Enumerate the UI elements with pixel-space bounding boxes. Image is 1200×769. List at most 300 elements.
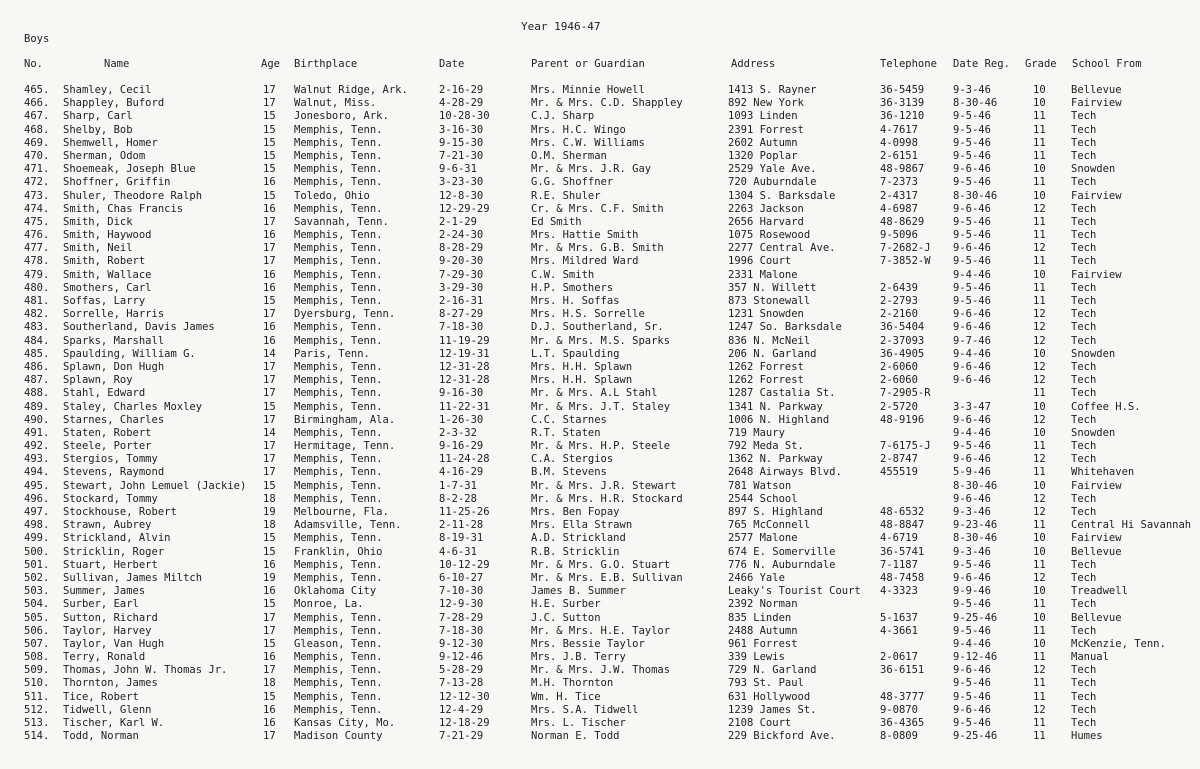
cell-no: 497.: [24, 506, 50, 518]
cell-address: Leaky's Tourist Court: [728, 585, 861, 598]
cell-address: 2544 School: [728, 492, 798, 505]
cell-school-from: Tech: [1071, 255, 1097, 268]
cell-age: 15: [263, 479, 276, 492]
cell-address: 765 McConnell: [728, 519, 811, 532]
cell-birthplace: Memphis, Tenn.: [294, 624, 383, 637]
cell-grade: 11: [1033, 110, 1046, 123]
cell-grade: 12: [1033, 664, 1046, 677]
cell-address: 2466 Yale: [728, 571, 785, 584]
cell-telephone: 48-9867: [880, 163, 925, 176]
cell-telephone: 4-3661: [880, 624, 918, 637]
cell-birthplace: Melbourne, Fla.: [294, 506, 389, 518]
cell-age: 15: [263, 532, 276, 545]
cell-school-from: Bellevue: [1071, 545, 1122, 558]
table-row: [0, 664, 1200, 677]
cell-parent: B.M. Stevens: [531, 466, 607, 479]
header-name: Name: [104, 58, 130, 70]
cell-date: 11-24-28: [439, 453, 490, 466]
header-telephone: Telephone: [880, 58, 937, 70]
student-rows: [0, 84, 1200, 743]
cell-parent: Mr. & Mrs. J.T. Staley: [531, 400, 671, 413]
cell-age: 16: [263, 651, 276, 664]
cell-date: 12-31-28: [439, 374, 490, 387]
table-row: [0, 163, 1200, 176]
cell-date-reg: 9-3-46: [953, 84, 991, 96]
cell-birthplace: Memphis, Tenn.: [294, 426, 383, 439]
cell-address: 631 Hollywood: [728, 690, 811, 703]
header-date-reg: Date Reg.: [953, 58, 1010, 70]
cell-date: 12-18-29: [439, 717, 490, 729]
cell-name: Smith, Dick: [63, 215, 133, 228]
cell-parent: Mrs. Hattie Smith: [531, 229, 639, 242]
cell-date: 2-16-31: [439, 295, 484, 307]
cell-name: Steele, Porter: [63, 440, 152, 453]
cell-telephone: 36-1210: [880, 110, 925, 123]
page-title: Year 1946-47: [521, 20, 601, 33]
cell-grade: 11: [1033, 123, 1046, 136]
cell-name: Shoffner, Griffin: [63, 176, 171, 189]
cell-school-from: Tech: [1071, 558, 1097, 571]
cell-grade: 11: [1033, 651, 1046, 664]
cell-name: Stricklin, Roger: [63, 545, 165, 558]
cell-no: 512.: [24, 703, 50, 716]
table-row: [0, 203, 1200, 216]
cell-name: Smith, Chas Francis: [63, 202, 184, 215]
cell-parent: Norman E. Todd: [531, 730, 620, 743]
cell-parent: J.C. Sutton: [531, 611, 601, 624]
cell-parent: Mrs. Ben Fopay: [531, 506, 620, 518]
cell-grade: 10: [1033, 479, 1046, 492]
cell-school-from: Bellevue: [1071, 84, 1122, 96]
cell-date-reg: 9-4-46: [953, 268, 991, 281]
table-row: [0, 255, 1200, 268]
cell-date-reg: 9-3-46: [953, 506, 991, 518]
header-grade: Grade: [1025, 58, 1057, 70]
cell-no: 466.: [24, 97, 50, 110]
cell-no: 492.: [24, 440, 50, 453]
cell-date-reg: 9-5-46: [953, 136, 991, 149]
table-row: [0, 638, 1200, 651]
cell-telephone: 48-7458: [880, 571, 925, 584]
cell-school-from: McKenzie, Tenn.: [1071, 637, 1166, 650]
cell-name: Starnes, Charles: [63, 413, 165, 426]
cell-address: 1006 N. Highland: [728, 413, 830, 426]
cell-parent: Wm. H. Tice: [531, 690, 601, 703]
cell-grade: 11: [1033, 440, 1046, 453]
cell-date: 1-26-30: [439, 413, 484, 426]
cell-age: 15: [263, 295, 276, 307]
cell-no: 490.: [24, 413, 50, 426]
cell-school-from: Tech: [1071, 374, 1097, 387]
table-row: [0, 269, 1200, 282]
cell-age: 16: [263, 558, 276, 571]
cell-address: 1287 Castalia St.: [728, 387, 836, 400]
cell-birthplace: Memphis, Tenn.: [294, 611, 383, 624]
cell-age: 17: [263, 255, 276, 268]
cell-date-reg: 8-30-46: [953, 532, 998, 545]
cell-school-from: Tech: [1071, 453, 1097, 466]
cell-age: 16: [263, 717, 276, 729]
cell-grade: 12: [1033, 453, 1046, 466]
table-row: [0, 559, 1200, 572]
cell-birthplace: Jonesboro, Ark.: [294, 110, 389, 123]
cell-name: Spaulding, William G.: [63, 347, 196, 360]
cell-date-reg: 9-3-46: [953, 545, 991, 558]
cell-address: 961 Forrest: [728, 637, 798, 650]
cell-no: 506.: [24, 624, 50, 637]
table-row: [0, 321, 1200, 334]
cell-date: 12-4-29: [439, 703, 484, 716]
cell-telephone: 2-37093: [880, 334, 925, 347]
cell-no: 502.: [24, 571, 50, 584]
cell-no: 471.: [24, 163, 50, 176]
cell-address: 2488 Autumn: [728, 624, 798, 637]
table-row: [0, 401, 1200, 414]
cell-school-from: Tech: [1071, 149, 1097, 162]
cell-name: Shamley, Cecil: [63, 84, 152, 96]
cell-date-reg: 5-9-46: [953, 466, 991, 479]
cell-date: 7-13-28: [439, 677, 484, 690]
cell-school-from: Tech: [1071, 677, 1097, 690]
cell-telephone: 7-2905-R: [880, 387, 931, 400]
cell-school-from: Tech: [1071, 123, 1097, 136]
cell-no: 511.: [24, 690, 50, 703]
cell-date-reg: 9-5-46: [953, 255, 991, 268]
cell-grade: 11: [1033, 598, 1046, 611]
table-row: [0, 176, 1200, 189]
table-row: [0, 466, 1200, 479]
cell-date: 6-10-27: [439, 571, 484, 584]
cell-telephone: 36-5741: [880, 545, 925, 558]
cell-birthplace: Memphis, Tenn.: [294, 677, 383, 690]
cell-age: 16: [263, 268, 276, 281]
cell-no: 489.: [24, 400, 50, 413]
cell-no: 494.: [24, 466, 50, 479]
table-row: [0, 124, 1200, 137]
cell-address: 793 St. Paul: [728, 677, 804, 690]
cell-birthplace: Madison County: [294, 730, 383, 743]
cell-parent: Mr. & Mrs. M.S. Sparks: [531, 334, 671, 347]
cell-date-reg: 9-5-46: [953, 677, 991, 690]
header-age: Age: [261, 58, 280, 70]
cell-address: 836 N. McNeil: [728, 334, 811, 347]
cell-parent: C.A. Stergios: [531, 453, 614, 466]
cell-no: 485.: [24, 347, 50, 360]
cell-parent: Mr. & Mrs. H.P. Steele: [531, 440, 671, 453]
cell-telephone: 2-6060: [880, 374, 918, 387]
cell-telephone: 4-3323: [880, 585, 918, 598]
cell-address: 1320 Poplar: [728, 149, 798, 162]
cell-name: Tice, Robert: [63, 690, 139, 703]
cell-date-reg: 9-5-46: [953, 176, 991, 189]
cell-grade: 10: [1033, 400, 1046, 413]
cell-school-from: Tech: [1071, 281, 1097, 294]
cell-parent: Mr. & Mrs. E.B. Sullivan: [531, 571, 683, 584]
cell-age: 17: [263, 387, 276, 400]
cell-name: Terry, Ronald: [63, 651, 146, 664]
cell-name: Smith, Robert: [63, 255, 146, 268]
cell-name: Southerland, Davis James: [63, 321, 215, 334]
cell-date-reg: 9-9-46: [953, 585, 991, 598]
cell-school-from: Fairview: [1071, 479, 1122, 492]
cell-parent: C.J. Sharp: [531, 110, 595, 123]
cell-parent: O.M. Sherman: [531, 149, 607, 162]
cell-date: 12-19-31: [439, 347, 490, 360]
cell-telephone: 4-7617: [880, 123, 918, 136]
cell-age: 16: [263, 703, 276, 716]
cell-birthplace: Memphis, Tenn.: [294, 176, 383, 189]
cell-address: 776 N. Auburndale: [728, 558, 836, 571]
cell-name: Stergios, Tommy: [63, 453, 158, 466]
cell-birthplace: Memphis, Tenn.: [294, 334, 383, 347]
cell-birthplace: Birmingham, Ala.: [294, 413, 396, 426]
cell-date-reg: 9-5-46: [953, 123, 991, 136]
cell-date-reg: 9-7-46: [953, 334, 991, 347]
cell-date: 5-28-29: [439, 664, 484, 677]
cell-birthplace: Memphis, Tenn.: [294, 664, 383, 677]
cell-no: 469.: [24, 136, 50, 149]
cell-no: 478.: [24, 255, 50, 268]
cell-no: 467.: [24, 110, 50, 123]
cell-address: 2277 Central Ave.: [728, 242, 836, 255]
header-birthplace: Birthplace: [294, 58, 358, 70]
cell-date-reg: 9-5-46: [953, 215, 991, 228]
cell-parent: H.P. Smothers: [531, 281, 614, 294]
cell-age: 17: [263, 308, 276, 321]
cell-school-from: Tech: [1071, 360, 1097, 373]
cell-no: 484.: [24, 334, 50, 347]
cell-date-reg: 9-5-46: [953, 598, 991, 611]
cell-school-from: Snowden: [1071, 426, 1116, 439]
cell-grade: 10: [1033, 84, 1046, 96]
cell-date-reg: 9-5-46: [953, 717, 991, 729]
cell-birthplace: Memphis, Tenn.: [294, 295, 383, 307]
cell-birthplace: Memphis, Tenn.: [294, 571, 383, 584]
cell-date-reg: 9-6-46: [953, 571, 991, 584]
cell-grade: 11: [1033, 295, 1046, 307]
cell-age: 17: [263, 611, 276, 624]
cell-age: 16: [263, 281, 276, 294]
cell-school-from: Tech: [1071, 387, 1097, 400]
cell-parent: Mr. & Mrs. H.E. Taylor: [531, 624, 671, 637]
cell-age: 15: [263, 545, 276, 558]
cell-no: 473.: [24, 189, 50, 202]
cell-name: Surber, Earl: [63, 598, 139, 611]
table-row: [0, 519, 1200, 532]
cell-no: 476.: [24, 229, 50, 242]
cell-school-from: Bellevue: [1071, 611, 1122, 624]
table-row: [0, 572, 1200, 585]
cell-address: 2529 Yale Ave.: [728, 163, 817, 176]
cell-name: Taylor, Harvey: [63, 624, 152, 637]
cell-parent: Mrs. Bessie Taylor: [531, 637, 645, 650]
cell-school-from: Fairview: [1071, 97, 1122, 110]
cell-grade: 11: [1033, 519, 1046, 532]
cell-birthplace: Paris, Tenn.: [294, 347, 370, 360]
cell-grade: 12: [1033, 492, 1046, 505]
cell-grade: 10: [1033, 163, 1046, 176]
cell-address: 897 S. Highland: [728, 506, 823, 518]
table-row: [0, 308, 1200, 321]
cell-grade: 11: [1033, 624, 1046, 637]
cell-age: 16: [263, 176, 276, 189]
cell-school-from: Tech: [1071, 506, 1097, 518]
cell-name: Soffas, Larry: [63, 295, 146, 307]
table-row: [0, 348, 1200, 361]
cell-date-reg: 8-30-46: [953, 97, 998, 110]
cell-age: 19: [263, 506, 276, 518]
cell-address: 1341 N. Parkway: [728, 400, 823, 413]
table-row: [0, 282, 1200, 295]
cell-birthplace: Memphis, Tenn.: [294, 255, 383, 268]
cell-date: 7-21-29: [439, 730, 484, 743]
cell-no: 503.: [24, 585, 50, 598]
cell-parent: L.T. Spaulding: [531, 347, 620, 360]
cell-address: 1304 S. Barksdale: [728, 189, 836, 202]
cell-parent: Mr. & Mrs. J.W. Thomas: [531, 664, 671, 677]
cell-age: 17: [263, 360, 276, 373]
cell-parent: Mrs. L. Tischer: [531, 717, 626, 729]
cell-parent: Mrs. J.B. Terry: [531, 651, 626, 664]
cell-date: 12-12-30: [439, 690, 490, 703]
table-row: [0, 651, 1200, 664]
cell-date-reg: 9-5-46: [953, 229, 991, 242]
cell-age: 15: [263, 149, 276, 162]
cell-school-from: Central Hi Savannah: [1071, 519, 1192, 532]
cell-date-reg: 3-3-47: [953, 400, 991, 413]
cell-age: 14: [263, 347, 276, 360]
cell-age: 15: [263, 189, 276, 202]
cell-date-reg: 9-5-46: [953, 149, 991, 162]
cell-address: 2392 Norman: [728, 598, 798, 611]
cell-school-from: Fairview: [1071, 189, 1122, 202]
cell-date-reg: 9-5-46: [953, 295, 991, 307]
cell-parent: H.E. Surber: [531, 598, 601, 611]
cell-age: 14: [263, 426, 276, 439]
cell-telephone: 9-0870: [880, 703, 918, 716]
cell-birthplace: Memphis, Tenn.: [294, 242, 383, 255]
cell-address: 674 E. Somerville: [728, 545, 836, 558]
cell-grade: 11: [1033, 281, 1046, 294]
cell-no: 465.: [24, 84, 50, 96]
table-row: [0, 295, 1200, 308]
cell-telephone: 2-6439: [880, 281, 918, 294]
cell-telephone: 7-6175-J: [880, 440, 931, 453]
cell-no: 468.: [24, 123, 50, 136]
cell-grade: 10: [1033, 426, 1046, 439]
cell-parent: R.E. Shuler: [531, 189, 601, 202]
cell-age: 17: [263, 413, 276, 426]
cell-address: 357 N. Willett: [728, 281, 817, 294]
cell-date: 7-18-30: [439, 321, 484, 334]
cell-parent: James B. Summer: [531, 585, 626, 598]
cell-age: 16: [263, 321, 276, 334]
table-row: [0, 414, 1200, 427]
cell-date-reg: 9-5-46: [953, 281, 991, 294]
cell-grade: 10: [1033, 637, 1046, 650]
cell-age: 15: [263, 123, 276, 136]
cell-birthplace: Memphis, Tenn.: [294, 558, 383, 571]
cell-grade: 12: [1033, 202, 1046, 215]
cell-date: 4-6-31: [439, 545, 477, 558]
table-row: [0, 84, 1200, 97]
cell-no: 480.: [24, 281, 50, 294]
cell-grade: 11: [1033, 677, 1046, 690]
cell-school-from: Treadwell: [1071, 585, 1128, 598]
cell-no: 505.: [24, 611, 50, 624]
cell-no: 514.: [24, 730, 50, 743]
cell-telephone: 48-8847: [880, 519, 925, 532]
table-row: [0, 374, 1200, 387]
header-parent: Parent or Guardian: [531, 58, 645, 70]
cell-telephone: 7-2373: [880, 176, 918, 189]
cell-grade: 12: [1033, 334, 1046, 347]
cell-no: 508.: [24, 651, 50, 664]
cell-no: 493.: [24, 453, 50, 466]
cell-name: Tidwell, Glenn: [63, 703, 152, 716]
cell-date: 8-2-28: [439, 492, 477, 505]
cell-no: 472.: [24, 176, 50, 189]
cell-birthplace: Memphis, Tenn.: [294, 453, 383, 466]
cell-date: 7-21-30: [439, 149, 484, 162]
cell-parent: Mrs. Ella Strawn: [531, 519, 633, 532]
cell-date-reg: 9-23-46: [953, 519, 998, 532]
cell-address: 873 Stonewall: [728, 295, 811, 307]
cell-date-reg: 9-6-46: [953, 308, 991, 321]
cell-birthplace: Oklahoma City: [294, 585, 377, 598]
cell-grade: 11: [1033, 730, 1046, 743]
table-row: [0, 110, 1200, 123]
cell-age: 17: [263, 664, 276, 677]
cell-grade: 10: [1033, 585, 1046, 598]
table-row: [0, 506, 1200, 519]
cell-date-reg: 8-30-46: [953, 189, 998, 202]
cell-telephone: 2-0617: [880, 651, 918, 664]
table-row: [0, 691, 1200, 704]
cell-age: 15: [263, 598, 276, 611]
cell-age: 17: [263, 97, 276, 110]
cell-grade: 11: [1033, 466, 1046, 479]
cell-telephone: 2-5720: [880, 400, 918, 413]
cell-no: 496.: [24, 492, 50, 505]
cell-birthplace: Toledo, Ohio: [294, 189, 370, 202]
cell-birthplace: Kansas City, Mo.: [294, 717, 396, 729]
cell-parent: C.C. Starnes: [531, 413, 607, 426]
cell-address: 2263 Jackson: [728, 202, 804, 215]
cell-address: 1231 Snowden: [728, 308, 804, 321]
cell-telephone: 7-3852-W: [880, 255, 931, 268]
cell-birthplace: Memphis, Tenn.: [294, 690, 383, 703]
table-row: [0, 453, 1200, 466]
cell-telephone: 36-5404: [880, 321, 925, 334]
cell-birthplace: Memphis, Tenn.: [294, 387, 383, 400]
cell-school-from: Tech: [1071, 321, 1097, 334]
cell-name: Shoemeak, Joseph Blue: [63, 163, 196, 176]
cell-address: 729 N. Garland: [728, 664, 817, 677]
table-row: [0, 97, 1200, 110]
cell-date-reg: 9-4-46: [953, 637, 991, 650]
cell-grade: 11: [1033, 387, 1046, 400]
cell-parent: Mr. & Mrs. J.R. Gay: [531, 163, 652, 176]
cell-birthplace: Dyersburg, Tenn.: [294, 308, 396, 321]
cell-name: Stuart, Herbert: [63, 558, 158, 571]
cell-no: 499.: [24, 532, 50, 545]
table-row: [0, 242, 1200, 255]
cell-telephone: 7-1187: [880, 558, 918, 571]
cell-date: 7-10-30: [439, 585, 484, 598]
cell-date: 9-12-46: [439, 651, 484, 664]
cell-address: 1093 Linden: [728, 110, 798, 123]
